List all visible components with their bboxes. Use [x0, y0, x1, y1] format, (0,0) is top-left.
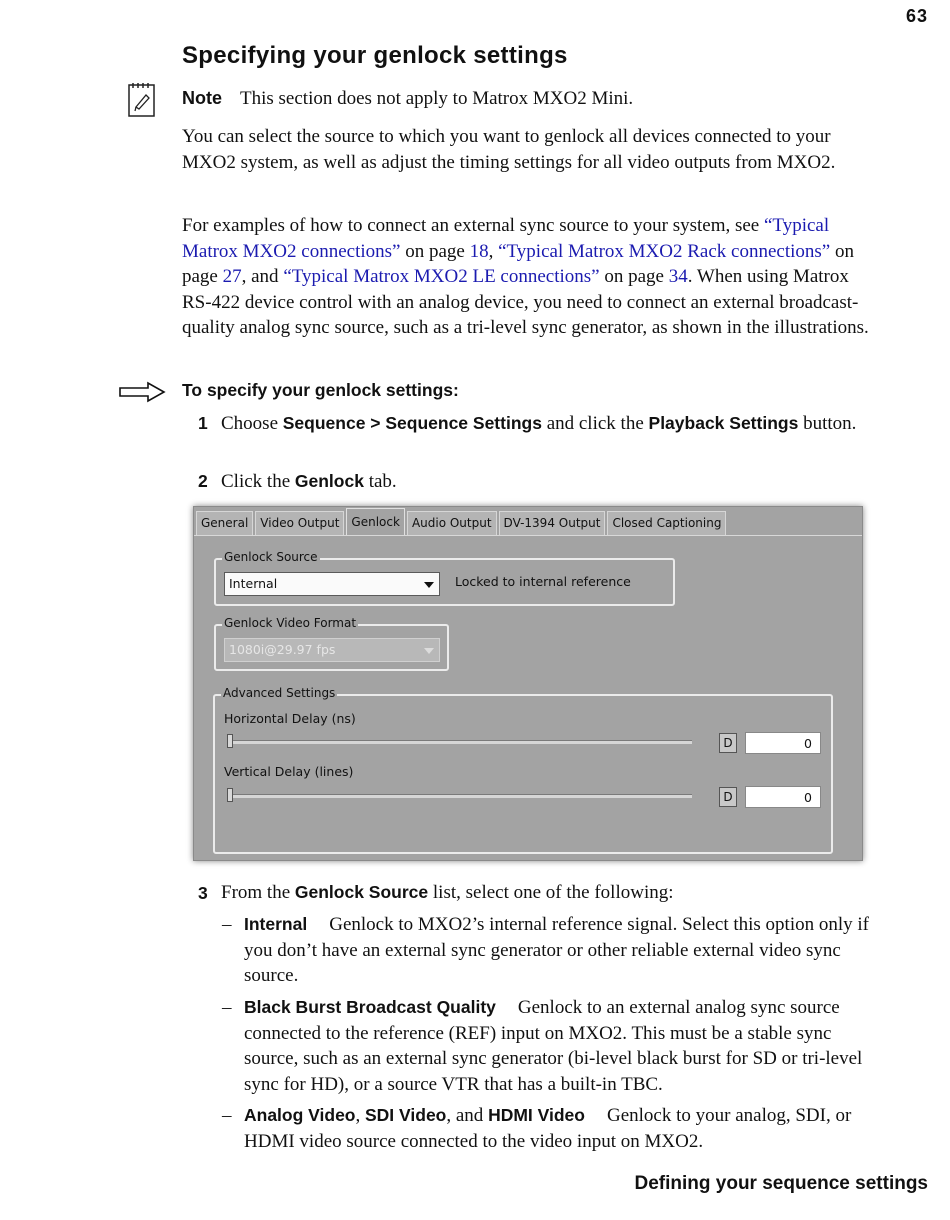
- text-segment: Click the: [221, 471, 295, 492]
- chevron-down-icon: [424, 582, 434, 588]
- option-description: Genlock to MXO2’s internal reference signal. Select this option only if you don’t have an external sync generator or other reliable external video sync source.: [244, 914, 870, 986]
- text-segment: , and: [446, 1105, 489, 1126]
- option-title: Analog Video: [244, 1105, 356, 1125]
- option-title: HDMI Video: [488, 1105, 585, 1125]
- genlock-video-format-label: Genlock Video Format: [224, 616, 357, 630]
- text-segment: ,: [488, 240, 499, 262]
- genlock-source-group: [214, 550, 675, 606]
- step-1-text: [221, 411, 861, 437]
- link-mxo2-rack-connections[interactable]: “Typical Matrox MXO2 Rack connections”: [498, 240, 831, 262]
- text-segment: Choose: [221, 413, 283, 434]
- step-1-number: 1: [198, 413, 208, 433]
- horizontal-delay-input[interactable]: 0: [745, 732, 821, 754]
- tab-name: Genlock: [294, 471, 364, 491]
- link-page-34[interactable]: 34: [668, 266, 688, 287]
- text-segment: For examples of how to connect an external sync source to your system, see: [182, 215, 764, 236]
- text-segment: and click the: [541, 413, 649, 434]
- dash-bullet: –: [222, 914, 232, 935]
- advanced-settings-group: [213, 686, 833, 854]
- list-name: Genlock Source: [294, 882, 429, 902]
- page-number: 63: [905, 6, 928, 26]
- genlock-source-value: Internal: [229, 576, 278, 591]
- link-mxo2-le-connections[interactable]: “Typical Matrox MXO2 LE connections”: [283, 266, 600, 287]
- option-text: [244, 1103, 882, 1154]
- text-segment: on page: [400, 240, 470, 262]
- tab-closed-captioning[interactable]: Closed Captioning: [607, 511, 726, 535]
- vertical-delay-input[interactable]: 0: [745, 786, 821, 808]
- playback-settings-dialog: [193, 506, 863, 861]
- option-description: Genlock to your analog, SDI, or HDMI video source connected to the video input on MXO2.: [244, 1105, 852, 1152]
- section-heading: Specifying your genlock settings: [182, 42, 568, 69]
- vertical-delay-track[interactable]: [228, 794, 692, 798]
- examples-paragraph: [182, 213, 882, 341]
- link-mxo2-connections[interactable]: “Typical Matrox MXO2 connections”: [182, 215, 830, 262]
- link-page-18[interactable]: 18: [469, 240, 489, 262]
- tab-dv-1394-output[interactable]: DV-1394 Output: [499, 511, 606, 535]
- text-segment: tab.: [363, 471, 397, 492]
- option-title: Black Burst Broadcast Quality: [244, 997, 496, 1017]
- option-text: [244, 995, 882, 1097]
- procedure-title: To specify your genlock settings:: [182, 380, 459, 400]
- tab-divider: [194, 535, 862, 536]
- genlock-source-label: Genlock Source: [224, 550, 318, 564]
- tab-audio-output[interactable]: Audio Output: [407, 511, 497, 535]
- genlock-status-text: Locked to internal reference: [455, 574, 631, 589]
- text-segment: , and: [241, 266, 284, 287]
- chevron-down-icon: [424, 648, 434, 654]
- advanced-settings-label: Advanced Settings: [223, 686, 336, 700]
- genlock-video-format-group: [214, 616, 449, 671]
- genlock-source-select[interactable]: [224, 572, 440, 596]
- tab-video-output[interactable]: Video Output: [255, 511, 344, 535]
- option-internal: [222, 912, 882, 989]
- vertical-delay-default-button[interactable]: D: [719, 787, 737, 807]
- option-video-sources: [222, 1103, 882, 1154]
- button-name: Playback Settings: [648, 413, 799, 433]
- menu-path: Sequence > Sequence Settings: [282, 413, 542, 433]
- option-black-burst: [222, 995, 882, 1097]
- step-3-text: [221, 880, 861, 906]
- tab-general[interactable]: General: [196, 511, 253, 535]
- running-footer: Defining your sequence settings: [634, 1173, 928, 1194]
- intro-paragraph: You can select the source to which you want to genlock all devices connected to your MXO2 system, as well as adjust the timing settings for all video outputs from MXO2.: [182, 126, 836, 173]
- vertical-delay-label: Vertical Delay (lines): [224, 764, 354, 779]
- text-segment: list, select one of the following:: [428, 882, 674, 903]
- text-segment: From the: [221, 882, 295, 903]
- step-3-number: 3: [198, 883, 208, 903]
- text-segment: on page: [599, 266, 669, 287]
- link-page-27[interactable]: 27: [222, 266, 242, 287]
- procedure-arrow-icon: [118, 381, 168, 408]
- note-label: Note: [182, 88, 222, 108]
- option-text: [244, 912, 882, 989]
- horizontal-delay-label: Horizontal Delay (ns): [224, 711, 356, 726]
- note-text: This section does not apply to Matrox MXO2 Mini.: [240, 88, 634, 109]
- text-segment: button.: [798, 413, 857, 434]
- vertical-delay-slider-thumb[interactable]: [227, 788, 233, 802]
- step-2-text: [221, 469, 861, 495]
- horizontal-delay-slider-thumb[interactable]: [227, 734, 233, 748]
- option-title: Internal: [244, 914, 308, 934]
- genlock-video-format-value: 1080i@29.97 fps: [229, 642, 336, 657]
- horizontal-delay-track[interactable]: [228, 740, 692, 744]
- option-title: SDI Video: [365, 1105, 447, 1125]
- text-segment: . When using Matrox RS-422 device control with an analog device, you need to connect an external broadcast-quality analog sync source, such as a tri-level sync generator, as shown in the illustrations.: [182, 266, 869, 338]
- note-icon: [127, 82, 157, 123]
- tab-genlock[interactable]: Genlock: [346, 508, 405, 535]
- genlock-video-format-select: [224, 638, 440, 662]
- text-segment: on page: [182, 240, 854, 287]
- text-segment: ,: [355, 1105, 365, 1126]
- tab-bar: [196, 511, 728, 535]
- step-2-number: 2: [198, 471, 208, 491]
- option-description: Genlock to an external analog sync source connected to the reference (REF) input on MXO2. This must be a stable sync source, such as an external sync generator (bi-level black burst for SD or tri-level sync for HD), or a source VTR that has a built-in TBC.: [244, 997, 863, 1095]
- note: [182, 86, 882, 112]
- horizontal-delay-default-button[interactable]: D: [719, 733, 737, 753]
- dash-bullet: –: [222, 1105, 232, 1126]
- dash-bullet: –: [222, 997, 232, 1018]
